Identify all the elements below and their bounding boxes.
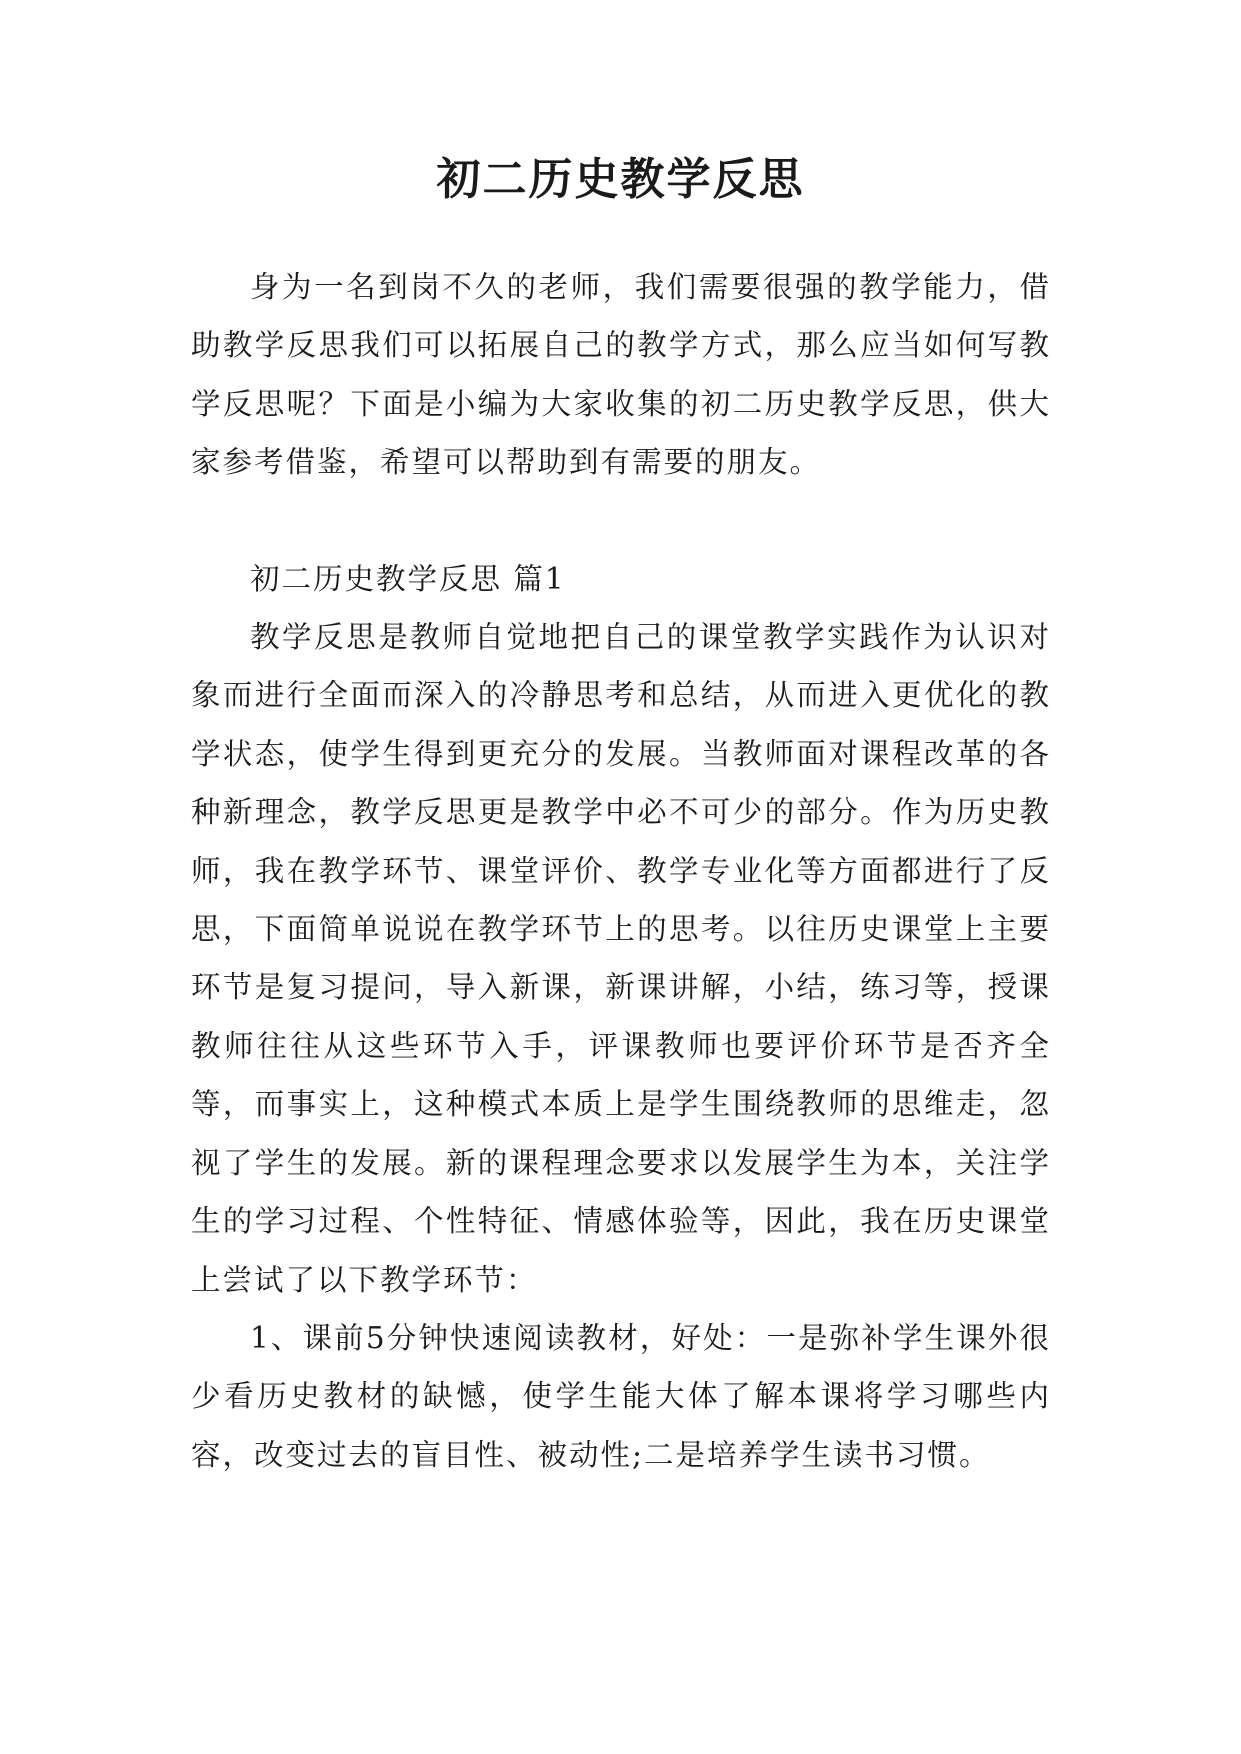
document-body	[191, 258, 1051, 1484]
section-heading: 初二历史教学反思 篇1	[250, 561, 566, 596]
body-paragraph: 1、课前5分钟快速阅读教材，好处：一是弥补学生课外很少看历史教材的缺憾，使学生能大体了解本课将学习哪些内容，改变过去的盲目性、被动性;二是培养学生读书习惯。	[191, 1320, 1051, 1472]
intro-paragraph: 身为一名到岗不久的老师，我们需要很强的教学能力，借助教学反思我们可以拓展自己的教学方式，那么应当如何写教学反思呢？下面是小编为大家收集的初二历史教学反思，供大家参考借鉴，希望可以帮助到有需要的朋友。	[191, 270, 1051, 480]
document-title: 初二历史教学反思	[436, 154, 805, 205]
body-paragraph: 教学反思是教师自觉地把自己的课堂教学实践作为认识对象而进行全面而深入的冷静思考和总结，从而进入更优化的教学状态，使学生得到更充分的发展。当教师面对课程改革的各种新理念，教学反思更是教学中必不可少的部分。作为历史教师，我在教学环节、课堂评价、教学专业化等方面都进行了反思，下面简单说说在教学环节上的思考。以往历史课堂上主要环节是复习提问，导入新课，新课讲解，小结，练习等，授课教师往往从这些环节入手，评课教师也要评价环节是否齐全等，而事实上，这种模式本质上是学生围绕教师的思维走，忽视了学生的发展。新的课程理念要求以发展学生为本，关注学生的学习过程、个性特征、情感体验等，因此，我在历史课堂上尝试了以下教学环节：	[191, 620, 1051, 1297]
